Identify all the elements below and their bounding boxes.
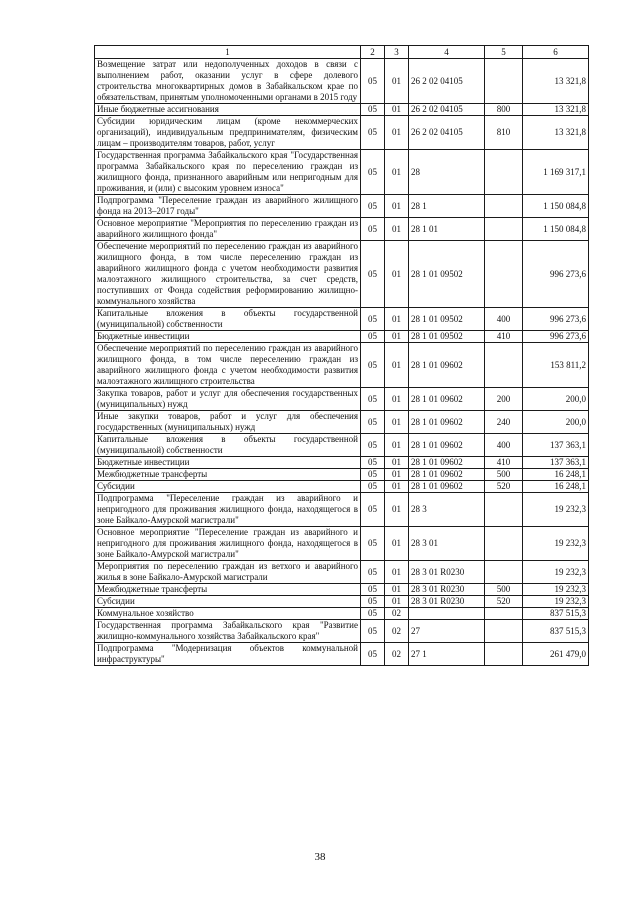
item-name: Субсидии — [95, 596, 361, 608]
section-code: 05 — [361, 308, 385, 331]
subsection-code: 01 — [385, 150, 409, 195]
amount: 837 515,3 — [523, 620, 589, 643]
table-row — [95, 596, 589, 608]
expense-type-code — [485, 527, 523, 561]
target-article-code: 27 — [409, 620, 485, 643]
subsection-code: 02 — [385, 620, 409, 643]
target-article-code: 28 1 01 09602 — [409, 343, 485, 388]
item-name: Субсидии — [95, 481, 361, 493]
item-name: Обеспечение мероприятий по переселению граждан из аварийного жилищного фонда, в том числе переселению граждан из аварийного жилищного фонда с учетом необходимости развития малоэтажного жилищного строительства — [95, 343, 361, 388]
subsection-code: 01 — [385, 116, 409, 150]
target-article-code: 28 1 01 09602 — [409, 411, 485, 434]
section-code: 05 — [361, 241, 385, 308]
header-cell: 4 — [409, 46, 485, 59]
item-name: Коммунальное хозяйство — [95, 608, 361, 620]
item-name: Капитальные вложения в объекты государственной (муниципальной) собственности — [95, 434, 361, 457]
amount: 19 232,3 — [523, 527, 589, 561]
item-name: Подпрограмма "Переселение граждан из аварийного и непригодного для проживания жилищного фонда, находящегося в зоне Байкало-Амурской магистрали" — [95, 493, 361, 527]
target-article-code: 26 2 02 04105 — [409, 104, 485, 116]
header-cell: 6 — [523, 46, 589, 59]
item-name: Закупка товаров, работ и услуг для обеспечения государственных (муниципальных) нужд — [95, 388, 361, 411]
amount: 13 321,8 — [523, 104, 589, 116]
section-code: 05 — [361, 331, 385, 343]
section-code: 05 — [361, 561, 385, 584]
table-row — [95, 59, 589, 104]
expense-type-code — [485, 493, 523, 527]
target-article-code: 28 3 — [409, 493, 485, 527]
expense-type-code: 200 — [485, 388, 523, 411]
section-code: 05 — [361, 195, 385, 218]
amount: 261 479,0 — [523, 643, 589, 666]
target-article-code: 27 1 — [409, 643, 485, 666]
section-code: 05 — [361, 527, 385, 561]
item-name: Капитальные вложения в объекты государственной (муниципальной) собственности — [95, 308, 361, 331]
target-article-code: 28 1 01 09602 — [409, 388, 485, 411]
item-name: Иные закупки товаров, работ и услуг для обеспечения государственных (муниципальных) нужд — [95, 411, 361, 434]
amount: 19 232,3 — [523, 561, 589, 584]
item-name: Возмещение затрат или недополученных доходов в связи с выполнением работ, оказании услуг в сфере долевого строительства многоквартирных домов в Забайкальском крае по обязательствам, принятым уполномоченными органами в 2015 году — [95, 59, 361, 104]
table-row — [95, 331, 589, 343]
target-article-code: 28 1 01 09602 — [409, 434, 485, 457]
target-article-code: 28 1 01 — [409, 218, 485, 241]
expense-type-code — [485, 195, 523, 218]
table-row — [95, 411, 589, 434]
item-name: Бюджетные инвестиции — [95, 457, 361, 469]
table-row — [95, 104, 589, 116]
section-code: 05 — [361, 104, 385, 116]
amount: 1 150 084,8 — [523, 195, 589, 218]
amount: 16 248,1 — [523, 481, 589, 493]
subsection-code: 01 — [385, 59, 409, 104]
table-row — [95, 584, 589, 596]
expense-type-code — [485, 241, 523, 308]
amount: 996 273,6 — [523, 308, 589, 331]
amount: 837 515,3 — [523, 608, 589, 620]
table-row — [95, 218, 589, 241]
item-name: Подпрограмма "Модернизация объектов коммунальной инфраструктуры" — [95, 643, 361, 666]
expense-type-code: 500 — [485, 584, 523, 596]
section-code: 05 — [361, 411, 385, 434]
item-name: Межбюджетные трансферты — [95, 469, 361, 481]
section-code: 05 — [361, 434, 385, 457]
subsection-code: 02 — [385, 608, 409, 620]
table-row — [95, 308, 589, 331]
item-name: Основное мероприятие "Переселение граждан из аварийного и непригодного для проживания жилищного фонда, находящегося в зоне Байкало-Амурской магистрали" — [95, 527, 361, 561]
amount: 200,0 — [523, 411, 589, 434]
table-row — [95, 527, 589, 561]
expense-type-code — [485, 561, 523, 584]
subsection-code: 01 — [385, 195, 409, 218]
expense-type-code: 500 — [485, 469, 523, 481]
table-row — [95, 116, 589, 150]
expense-type-code: 800 — [485, 104, 523, 116]
amount: 200,0 — [523, 388, 589, 411]
subsection-code: 01 — [385, 331, 409, 343]
item-name: Иные бюджетные ассигнования — [95, 104, 361, 116]
amount: 19 232,3 — [523, 596, 589, 608]
subsection-code: 01 — [385, 527, 409, 561]
subsection-code: 01 — [385, 104, 409, 116]
item-name: Подпрограмма "Переселение граждан из аварийного жилищного фонда на 2013–2017 годы" — [95, 195, 361, 218]
subsection-code: 01 — [385, 218, 409, 241]
target-article-code: 28 1 01 09602 — [409, 481, 485, 493]
section-code: 05 — [361, 596, 385, 608]
table-body — [95, 59, 589, 666]
section-code: 05 — [361, 388, 385, 411]
table-row — [95, 434, 589, 457]
target-article-code: 28 1 01 09502 — [409, 241, 485, 308]
expense-type-code — [485, 150, 523, 195]
expense-type-code — [485, 620, 523, 643]
target-article-code: 28 1 01 09602 — [409, 457, 485, 469]
section-code: 05 — [361, 218, 385, 241]
expense-type-code: 410 — [485, 457, 523, 469]
expense-type-code — [485, 59, 523, 104]
target-article-code: 26 2 02 04105 — [409, 116, 485, 150]
item-name: Мероприятия по переселению граждан из ветхого и аварийного жилья в зоне Байкало-Амурской магистрали — [95, 561, 361, 584]
amount: 996 273,6 — [523, 241, 589, 308]
amount: 13 321,8 — [523, 116, 589, 150]
amount: 1 150 084,8 — [523, 218, 589, 241]
amount: 137 363,1 — [523, 457, 589, 469]
subsection-code: 01 — [385, 308, 409, 331]
amount: 19 232,3 — [523, 493, 589, 527]
item-name: Основное мероприятие "Мероприятия по переселению граждан из аварийного жилищного фонда" — [95, 218, 361, 241]
expense-type-code — [485, 218, 523, 241]
amount: 153 811,2 — [523, 343, 589, 388]
section-code: 05 — [361, 343, 385, 388]
table-row — [95, 620, 589, 643]
section-code: 05 — [361, 620, 385, 643]
target-article-code: 28 3 01 R0230 — [409, 584, 485, 596]
subsection-code: 01 — [385, 241, 409, 308]
section-code: 05 — [361, 59, 385, 104]
amount: 137 363,1 — [523, 434, 589, 457]
expense-type-code: 400 — [485, 434, 523, 457]
subsection-code: 01 — [385, 411, 409, 434]
section-code: 05 — [361, 150, 385, 195]
section-code: 05 — [361, 481, 385, 493]
page-number: 38 — [314, 851, 326, 863]
target-article-code — [409, 608, 485, 620]
target-article-code: 28 1 — [409, 195, 485, 218]
table-row — [95, 561, 589, 584]
subsection-code: 01 — [385, 596, 409, 608]
target-article-code: 28 3 01 R0230 — [409, 596, 485, 608]
item-name: Государственная программа Забайкальского края "Государственная программа Забайкальского края по переселению граждан из жилищного фонда, признанного аварийным или непригодным для проживания, и (или) с высоким уровнем износа" — [95, 150, 361, 195]
amount: 1 169 317,1 — [523, 150, 589, 195]
section-code: 05 — [361, 643, 385, 666]
header-cell: 1 — [95, 46, 361, 59]
amount: 13 321,8 — [523, 59, 589, 104]
amount: 16 248,1 — [523, 469, 589, 481]
subsection-code: 01 — [385, 434, 409, 457]
item-name: Бюджетные инвестиции — [95, 331, 361, 343]
amount: 19 232,3 — [523, 584, 589, 596]
table-row — [95, 388, 589, 411]
section-code: 05 — [361, 608, 385, 620]
table-row — [95, 241, 589, 308]
expense-type-code — [485, 608, 523, 620]
table-row — [95, 150, 589, 195]
subsection-code: 02 — [385, 643, 409, 666]
header-cell: 3 — [385, 46, 409, 59]
header-row — [95, 46, 589, 59]
expense-type-code — [485, 643, 523, 666]
section-code: 05 — [361, 457, 385, 469]
subsection-code: 01 — [385, 481, 409, 493]
expense-type-code: 810 — [485, 116, 523, 150]
section-code: 05 — [361, 469, 385, 481]
subsection-code: 01 — [385, 469, 409, 481]
target-article-code: 28 3 01 R0230 — [409, 561, 485, 584]
table-row — [95, 343, 589, 388]
subsection-code: 01 — [385, 457, 409, 469]
expense-type-code: 410 — [485, 331, 523, 343]
target-article-code: 28 1 01 09502 — [409, 308, 485, 331]
section-code: 05 — [361, 493, 385, 527]
expense-type-code: 400 — [485, 308, 523, 331]
subsection-code: 01 — [385, 561, 409, 584]
target-article-code: 28 3 01 — [409, 527, 485, 561]
target-article-code: 26 2 02 04105 — [409, 59, 485, 104]
target-article-code: 28 1 01 09502 — [409, 331, 485, 343]
subsection-code: 01 — [385, 388, 409, 411]
table-row — [95, 195, 589, 218]
subsection-code: 01 — [385, 584, 409, 596]
item-name: Межбюджетные трансферты — [95, 584, 361, 596]
expense-type-code — [485, 343, 523, 388]
table-row — [95, 469, 589, 481]
budget-table — [94, 45, 589, 666]
expense-type-code: 520 — [485, 596, 523, 608]
header-cell: 5 — [485, 46, 523, 59]
item-name: Обеспечение мероприятий по переселению граждан из аварийного жилищного фонда, в том числе переселению граждан из аварийного жилищного фонда с учетом необходимости развития малоэтажного жилищного строительства, за счет средств, поступивших от Фонда содействия реформированию жилищно-коммунального хозяйства — [95, 241, 361, 308]
header-cell: 2 — [361, 46, 385, 59]
amount: 996 273,6 — [523, 331, 589, 343]
target-article-code: 28 1 01 09602 — [409, 469, 485, 481]
expense-type-code: 520 — [485, 481, 523, 493]
table-row — [95, 457, 589, 469]
section-code: 05 — [361, 116, 385, 150]
section-code: 05 — [361, 584, 385, 596]
subsection-code: 01 — [385, 493, 409, 527]
expense-type-code: 240 — [485, 411, 523, 434]
table-row — [95, 608, 589, 620]
table-row — [95, 643, 589, 666]
target-article-code: 28 — [409, 150, 485, 195]
table-row — [95, 493, 589, 527]
subsection-code: 01 — [385, 343, 409, 388]
item-name: Государственная программа Забайкальского края "Развитие жилищно-коммунального хозяйства Забайкальского края" — [95, 620, 361, 643]
item-name: Субсидии юридическим лицам (кроме некоммерческих организаций), индивидуальным предпринимателям, физическим лицам – производителям товаров, работ, услуг — [95, 116, 361, 150]
table-row — [95, 481, 589, 493]
